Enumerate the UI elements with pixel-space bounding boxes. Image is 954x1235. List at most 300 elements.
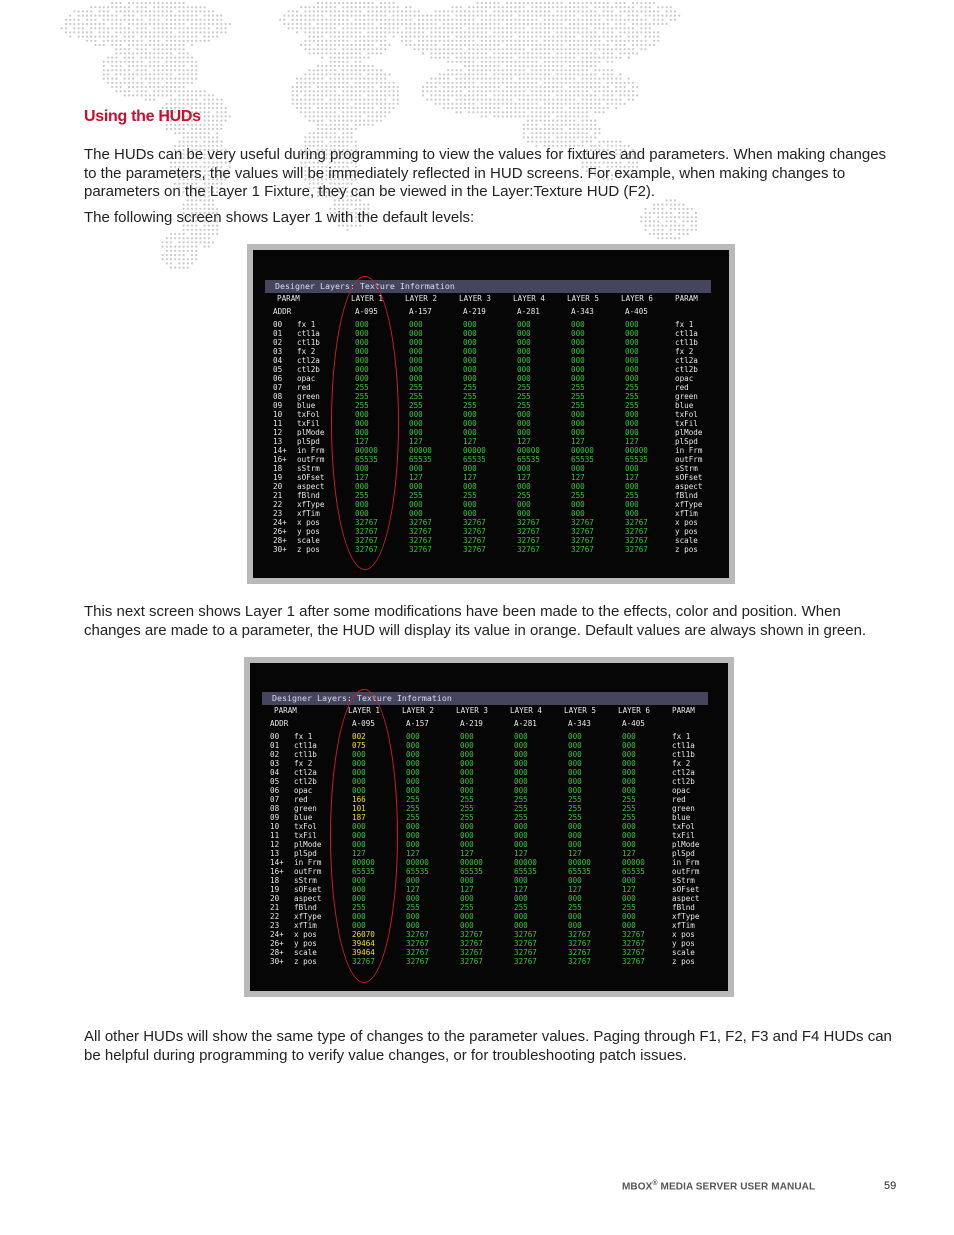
hud-param-name-right: in Frm [675, 446, 703, 455]
hud-param-name-right: scale [672, 948, 695, 957]
hud-param-name-right: scale [675, 536, 698, 545]
hud-value: 000 [568, 741, 582, 750]
hud-param-number: 05 [273, 365, 283, 374]
hud-value: 32767 [463, 536, 486, 545]
hud-param-name: green [297, 392, 320, 401]
hud-value: 255 [409, 401, 423, 410]
hud-param-name-right: ctl2a [672, 768, 695, 777]
hud-value: 000 [352, 885, 366, 894]
hud-value: 000 [409, 365, 423, 374]
hud-value: 000 [352, 912, 366, 921]
hud-value: 000 [409, 428, 423, 437]
hud-value: 00000 [409, 446, 432, 455]
hud-param-number: 26+ [273, 527, 287, 536]
hud-param-number: 02 [273, 338, 283, 347]
hud-value: 00000 [571, 446, 594, 455]
hud-param-name: fBlnd [297, 491, 320, 500]
hud-param-name-right: y pos [675, 527, 698, 536]
hud-value: 127 [406, 885, 420, 894]
hud-value: 255 [409, 383, 423, 392]
hud-param-name-right: sOFset [672, 885, 700, 894]
hud-value: 65535 [571, 455, 594, 464]
hud-param-name-right: z pos [675, 545, 698, 554]
hud-param-number: 14+ [273, 446, 287, 455]
world-map-background [0, 0, 954, 280]
hud-value: 65535 [622, 867, 645, 876]
hud-value: 000 [517, 428, 531, 437]
hud-value: 000 [571, 374, 585, 383]
hud-param-number: 21 [273, 491, 283, 500]
hud-value: 000 [622, 741, 636, 750]
hud-value: 127 [568, 885, 582, 894]
hud-param-name: x pos [297, 518, 320, 527]
hud-value: 65535 [517, 455, 540, 464]
hud-param-number: 30+ [273, 545, 287, 554]
hud-param-name: red [297, 383, 311, 392]
hud-value: 000 [463, 500, 477, 509]
hud-param-name-right: green [672, 804, 695, 813]
hud-value: 000 [517, 464, 531, 473]
hud-value: 000 [514, 831, 528, 840]
hud-value: 000 [625, 365, 639, 374]
hud-value: 32767 [460, 939, 483, 948]
hud-value: 32767 [571, 536, 594, 545]
hud-value: 127 [463, 437, 477, 446]
hud-value: 32767 [355, 527, 378, 536]
footer-manual-title: MBOX® MEDIA SERVER USER MANUAL [622, 1180, 816, 1193]
hud-value: 32767 [622, 957, 645, 966]
hud-value: 002 [352, 732, 366, 741]
default-levels-caption: The following screen shows Layer 1 with the default levels: [84, 209, 475, 226]
hud-value: 000 [625, 320, 639, 329]
hud-value: 000 [406, 912, 420, 921]
hud-value: 00000 [352, 858, 375, 867]
hud-address: A-343 [571, 307, 594, 316]
hud-value: 000 [625, 419, 639, 428]
hud-value: 127 [571, 437, 585, 446]
hud-value: 255 [517, 392, 531, 401]
hud-value: 255 [406, 903, 420, 912]
hud-value: 000 [352, 759, 366, 768]
hud-param-number: 03 [270, 759, 280, 768]
hud-param-number: 04 [273, 356, 283, 365]
hud-column-header: LAYER 4 [513, 294, 546, 303]
hud-value: 000 [517, 338, 531, 347]
hud-value: 000 [406, 786, 420, 795]
hud-value: 127 [625, 437, 639, 446]
hud-value: 65535 [460, 867, 483, 876]
hud-param-number: 03 [273, 347, 283, 356]
hud-param-number: 24+ [273, 518, 287, 527]
hud-value: 000 [514, 921, 528, 930]
hud-param-name: blue [297, 401, 316, 410]
hud-param-number: 08 [273, 392, 283, 401]
hud-address: A-281 [514, 719, 537, 728]
hud-value: 000 [352, 831, 366, 840]
hud-value: 000 [568, 822, 582, 831]
hud-value: 000 [517, 365, 531, 374]
hud-value: 187 [352, 813, 366, 822]
hud-value: 32767 [622, 948, 645, 957]
hud-value: 32767 [571, 527, 594, 536]
hud-value: 000 [463, 428, 477, 437]
hud-value: 000 [352, 822, 366, 831]
hud-value: 32767 [355, 545, 378, 554]
hud-column-header: LAYER 4 [510, 706, 543, 715]
hud-column-header: LAYER 2 [405, 294, 438, 303]
hud-value: 32767 [625, 527, 648, 536]
hud-value: 000 [625, 410, 639, 419]
hud-param-number: 22 [273, 500, 283, 509]
hud-param-name: opac [294, 786, 313, 795]
hud-value: 00000 [568, 858, 591, 867]
hud-param-name: ctl2b [294, 777, 317, 786]
hud-param-name: fx 2 [297, 347, 316, 356]
hud-value: 000 [514, 768, 528, 777]
hud-value: 32767 [568, 939, 591, 948]
hud-value: 32767 [409, 536, 432, 545]
hud-param-number: 26+ [270, 939, 284, 948]
hud-value: 000 [622, 768, 636, 777]
hud-param-number: 18 [270, 876, 280, 885]
hud-param-name: fx 1 [297, 320, 316, 329]
hud-value: 255 [571, 401, 585, 410]
hud-param-name-right: ctl1a [675, 329, 698, 338]
hud-value: 65535 [352, 867, 375, 876]
hud-value: 000 [352, 921, 366, 930]
hud-column-header: PARAM [672, 706, 695, 715]
hud-value: 000 [406, 831, 420, 840]
hud-value: 00000 [517, 446, 540, 455]
hud-value: 000 [568, 876, 582, 885]
hud-value: 00000 [355, 446, 378, 455]
hud-value: 000 [571, 428, 585, 437]
hud-value: 000 [568, 750, 582, 759]
hud-value: 32767 [463, 545, 486, 554]
hud-value: 32767 [517, 527, 540, 536]
hud-address: A-343 [568, 719, 591, 728]
hud-param-name-right: red [672, 795, 686, 804]
hud-value: 000 [463, 329, 477, 338]
hud-value: 000 [571, 509, 585, 518]
hud-value: 00000 [460, 858, 483, 867]
hud-column-header: LAYER 6 [621, 294, 654, 303]
hud-value: 000 [355, 365, 369, 374]
hud-value: 000 [460, 732, 474, 741]
hud-value: 000 [409, 410, 423, 419]
hud-value: 000 [568, 732, 582, 741]
hud-value: 000 [406, 759, 420, 768]
hud-value: 32767 [571, 545, 594, 554]
hud-value: 000 [625, 500, 639, 509]
hud-value: 000 [571, 338, 585, 347]
intro-paragraph: The HUDs can be very useful during programming to view the values for fixtures and parameters. When making changes to the parameters, the values will be immediately reflected in HUD screens. For example, when making changes to parameters on the Layer 1 Fixture, they can be viewed in the Layer:Texture HUD (F2). [84, 146, 887, 200]
hud-value: 255 [460, 804, 474, 813]
closing-paragraph: All other HUDs will show the same type of changes to the parameter values. Paging through F1, F2, F3 and F4 HUDs can be helpful during programming to verify value changes, or for troubleshooting patch issues. [84, 1028, 892, 1064]
hud-value: 39464 [352, 939, 375, 948]
hud-value: 127 [460, 849, 474, 858]
hud-param-name-right: xfType [675, 500, 703, 509]
hud-value: 000 [517, 419, 531, 428]
hud-param-name-right: ctl1b [675, 338, 698, 347]
hud-value: 32767 [517, 536, 540, 545]
hud-value: 000 [463, 347, 477, 356]
hud-value: 000 [625, 428, 639, 437]
hud-value: 000 [514, 876, 528, 885]
hud-value: 255 [463, 491, 477, 500]
hud-param-name: sOFset [297, 473, 325, 482]
hud-value: 000 [517, 374, 531, 383]
hud-value: 000 [622, 777, 636, 786]
hud-value: 255 [517, 491, 531, 500]
hud-param-name: outFrm [297, 455, 325, 464]
hud-param-name-right: opac [672, 786, 691, 795]
hud-param-name: scale [294, 948, 317, 957]
hud-param-name-right: y pos [672, 939, 695, 948]
hud-value: 26070 [352, 930, 375, 939]
hud-value: 127 [514, 849, 528, 858]
hud-param-name: txFil [294, 831, 317, 840]
hud-param-name: sStrm [294, 876, 317, 885]
hud-param-name: scale [297, 536, 320, 545]
hud-value: 000 [460, 750, 474, 759]
hud-param-name-right: ctl2b [675, 365, 698, 374]
hud-value: 255 [622, 795, 636, 804]
hud-param-name-right: txFol [675, 410, 698, 419]
hud-value: 255 [571, 383, 585, 392]
hud-value: 000 [352, 777, 366, 786]
hud-param-number: 13 [270, 849, 280, 858]
hud-param-number: 23 [270, 921, 280, 930]
hud-param-number: 09 [270, 813, 280, 822]
hud-param-name: sStrm [297, 464, 320, 473]
hud-value: 127 [622, 849, 636, 858]
hud-column-header: LAYER 1 [351, 294, 384, 303]
hud-value: 32767 [406, 930, 429, 939]
hud-param-name-right: green [675, 392, 698, 401]
hud-value: 255 [514, 804, 528, 813]
hud-value: 255 [625, 401, 639, 410]
hud-value: 127 [463, 473, 477, 482]
hud-value: 000 [622, 831, 636, 840]
hud-value: 127 [409, 437, 423, 446]
hud-param-name-right: ctl2b [672, 777, 695, 786]
hud-value: 000 [463, 320, 477, 329]
hud-value: 000 [622, 912, 636, 921]
hud-param-name: in Frm [297, 446, 325, 455]
hud-param-name-right: plMode [675, 428, 703, 437]
hud-param-name-right: xfTim [675, 509, 698, 518]
hud-param-number: 20 [270, 894, 280, 903]
hud-param-name: ctl1b [297, 338, 320, 347]
hud-value: 000 [517, 347, 531, 356]
hud-value: 000 [514, 750, 528, 759]
hud-param-name: ctl2b [297, 365, 320, 374]
hud-value: 255 [625, 392, 639, 401]
hud-param-name: txFol [294, 822, 317, 831]
hud-value: 000 [352, 750, 366, 759]
hud-value: 000 [406, 822, 420, 831]
hud-address: A-219 [460, 719, 483, 728]
hud-value: 65535 [568, 867, 591, 876]
hud-param-name-right: opac [675, 374, 694, 383]
hud-value: 000 [460, 912, 474, 921]
hud-param-name: outFrm [294, 867, 322, 876]
hud-param-number: 00 [270, 732, 280, 741]
hud-param-name: xfTim [297, 509, 320, 518]
hud-param-number: 16+ [273, 455, 287, 464]
hud-value: 255 [625, 383, 639, 392]
hud-param-name-right: in Frm [672, 858, 700, 867]
hud-value: 000 [355, 482, 369, 491]
hud-value: 32767 [571, 518, 594, 527]
hud-value: 32767 [514, 939, 537, 948]
hud-param-name: ctl1a [294, 741, 317, 750]
hud-value: 000 [571, 419, 585, 428]
hud-param-name: blue [294, 813, 313, 822]
hud-value: 000 [514, 912, 528, 921]
hud-value: 000 [460, 822, 474, 831]
hud-value: 000 [406, 894, 420, 903]
hud-value: 000 [622, 732, 636, 741]
hud-value: 000 [514, 840, 528, 849]
hud-value: 000 [355, 410, 369, 419]
hud-value: 000 [622, 822, 636, 831]
hud-value: 127 [460, 885, 474, 894]
hud-value: 000 [514, 759, 528, 768]
hud-value: 00000 [514, 858, 537, 867]
hud-param-name-right: fx 2 [675, 347, 694, 356]
hud-value: 127 [568, 849, 582, 858]
hud-param-number: 11 [270, 831, 280, 840]
hud-param-number: 09 [273, 401, 283, 410]
hud-value: 000 [514, 777, 528, 786]
hud-value: 65535 [409, 455, 432, 464]
hud-value: 000 [355, 509, 369, 518]
hud-param-number: 12 [270, 840, 280, 849]
hud-param-number: 18 [273, 464, 283, 473]
hud-param-number: 24+ [270, 930, 284, 939]
hud-value: 000 [463, 338, 477, 347]
hud-param-number: 12 [273, 428, 283, 437]
hud-value: 32767 [406, 939, 429, 948]
hud-param-name-right: sOFset [675, 473, 703, 482]
hud-value: 000 [622, 750, 636, 759]
hud-value: 32767 [514, 948, 537, 957]
hud-param-name-right: aspect [675, 482, 703, 491]
hud-value: 075 [352, 741, 366, 750]
hud-value: 65535 [406, 867, 429, 876]
hud-param-name-right: txFil [672, 831, 695, 840]
hud-value: 000 [406, 840, 420, 849]
hud-value: 000 [514, 732, 528, 741]
hud-value: 000 [568, 894, 582, 903]
hud-value: 000 [625, 509, 639, 518]
hud-value: 39464 [352, 948, 375, 957]
hud-value: 255 [355, 392, 369, 401]
hud-param-name: fx 1 [294, 732, 313, 741]
hud-value: 000 [355, 356, 369, 365]
hud-column-header: PARAM [274, 706, 297, 715]
hud-value: 32767 [460, 948, 483, 957]
hud-value: 000 [568, 786, 582, 795]
hud-param-number: 08 [270, 804, 280, 813]
hud-param-name: txFil [297, 419, 320, 428]
hud-value: 32767 [568, 948, 591, 957]
hud-param-name-right: txFol [672, 822, 695, 831]
hud-value: 32767 [514, 930, 537, 939]
hud-column-header: LAYER 2 [402, 706, 435, 715]
hud-value: 127 [355, 437, 369, 446]
hud-value: 000 [568, 759, 582, 768]
hud-value: 255 [460, 795, 474, 804]
hud-value: 000 [409, 509, 423, 518]
hud-value: 255 [406, 795, 420, 804]
hud-param-name-right: z pos [672, 957, 695, 966]
hud-value: 000 [625, 356, 639, 365]
hud-value: 000 [460, 741, 474, 750]
hud-address: A-157 [409, 307, 432, 316]
hud-value: 000 [622, 786, 636, 795]
hud-value: 000 [409, 320, 423, 329]
hud-param-name-right: ctl1a [672, 741, 695, 750]
hud-value: 000 [409, 338, 423, 347]
hud-value: 32767 [625, 536, 648, 545]
hud-title-bar: Designer Layers: Texture Information [265, 280, 711, 293]
hud-column-header: PARAM [675, 294, 698, 303]
hud-value: 000 [463, 410, 477, 419]
hud-param-number: 02 [270, 750, 280, 759]
hud-value: 000 [460, 894, 474, 903]
hud-param-name: ctl1b [294, 750, 317, 759]
hud-addr-label: ADDR [270, 719, 289, 728]
hud-value: 127 [517, 437, 531, 446]
hud-value: 000 [514, 741, 528, 750]
hud-param-number: 07 [270, 795, 280, 804]
hud-param-name: plMode [294, 840, 322, 849]
layer1-highlight-circle [330, 689, 398, 983]
hud-value: 000 [568, 768, 582, 777]
hud-value: 000 [622, 876, 636, 885]
hud-value: 000 [409, 329, 423, 338]
hud-param-number: 20 [273, 482, 283, 491]
hud-address: A-095 [355, 307, 378, 316]
hud-value: 000 [463, 482, 477, 491]
hud-value: 32767 [460, 957, 483, 966]
hud-screenshot-default [247, 244, 735, 584]
hud-value: 255 [514, 813, 528, 822]
hud-param-name-right: x pos [672, 930, 695, 939]
hud-param-name-right: outFrm [675, 455, 703, 464]
hud-value: 255 [568, 813, 582, 822]
hud-value: 127 [352, 849, 366, 858]
hud-value: 255 [568, 903, 582, 912]
hud-value: 32767 [409, 545, 432, 554]
hud-value: 000 [406, 768, 420, 777]
hud-param-name: fx 2 [294, 759, 313, 768]
hud-value: 127 [514, 885, 528, 894]
hud-value: 000 [355, 320, 369, 329]
hud-value: 32767 [463, 518, 486, 527]
hud-value: 000 [409, 347, 423, 356]
hud-value: 255 [355, 383, 369, 392]
hud-value: 32767 [514, 957, 537, 966]
hud-value: 00000 [406, 858, 429, 867]
hud-screen [250, 663, 728, 991]
hud-value: 000 [571, 482, 585, 491]
page-number: 59 [884, 1180, 897, 1192]
hud-value: 32767 [409, 518, 432, 527]
